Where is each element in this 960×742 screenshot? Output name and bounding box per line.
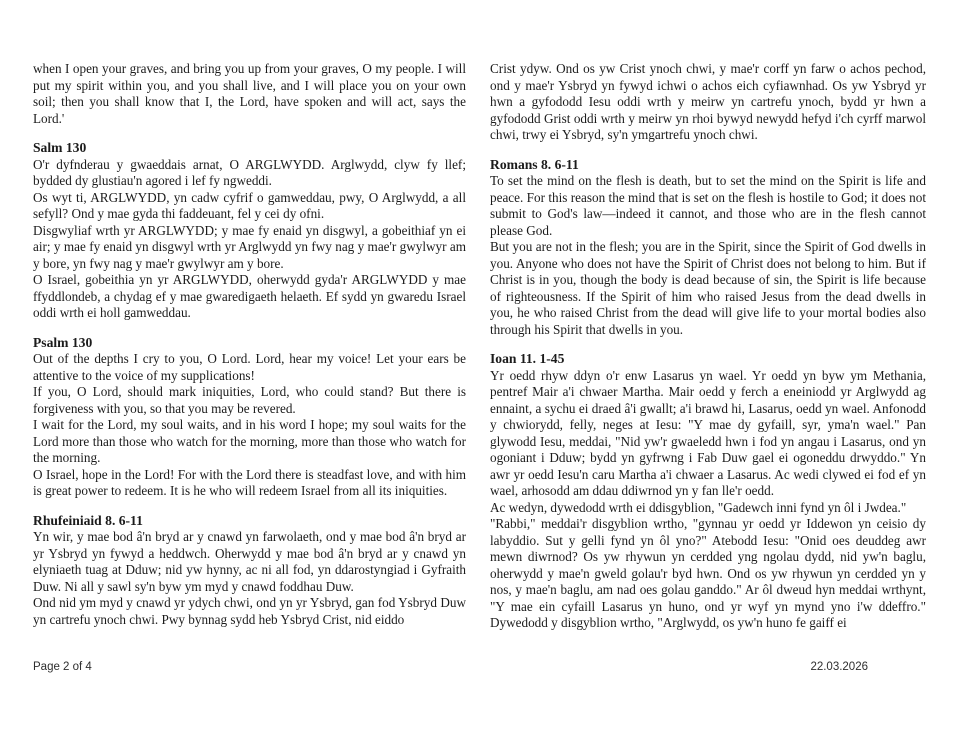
scripture-paragraph: I wait for the Lord, my soul waits, and in his word I hope; my soul waits for the Lord more than those who watch for the morning, more than those who watch for the morning.	[33, 417, 466, 465]
section-heading: Romans 8. 6-11	[490, 156, 579, 172]
page-number-label: Page 2 of 4	[33, 661, 92, 673]
section-ioan-11	[490, 351, 926, 632]
document-body	[33, 61, 926, 632]
scripture-paragraph: Crist ydyw. Ond os yw Crist ynoch chwi, y mae'r corff yn farw o achos pechod, ond y mae'r Ysbryd yn fywyd ichwi o achos eich cyfiawnhad. Os yw Ysbryd yr hwn a gyfododd Iesu oddi wrth y meirw yn cartrefu ynoch, bydd yr hwn a gyfododd Grist oddi wrth y meirw yn rhoi bywyd newydd hefyd i'ch cyrff marwol chwi, trwy ei Ysbryd, sy'n ymgartrefu ynoch chwi.	[490, 61, 926, 142]
scripture-paragraph: Os wyt ti, ARGLWYDD, yn cadw cyfrif o gamweddau, pwy, O Arglwydd, a all sefyll? Ond y mae gyda thi faddeuant, fel y cei dy ofni.	[33, 189, 466, 221]
scripture-paragraph: Ond nid ym myd y cnawd yr ydych chwi, ond yn yr Ysbryd, gan fod Ysbryd Duw yn cartrefu ynoch chwi. Pwy bynnag sydd heb Ysbryd Crist, nid eiddo	[33, 595, 466, 627]
section-heading: Ioan 11. 1-45	[490, 351, 565, 366]
scripture-paragraph: To set the mind on the flesh is death, but to set the mind on the Spirit is life and peace. For this reason the mind that is set on the flesh is hostile to God; it does not submit to God's law—indeed it cannot, and those who are in the flesh cannot please God.	[490, 173, 926, 238]
scripture-paragraph: But you are not in the flesh; you are in the Spirit, since the Spirit of God dwells in you. Anyone who does not have the Spirit of Christ does not belong to him. But if Christ is in you, though the body is dead because of sin, the Spirit is life because of righteousness. If the Spirit of him who raised Jesus from the dead dwells in you, he who raised Christ from the dead will give life to your mortal bodies also through his Spirit that dwells in you.	[490, 239, 926, 337]
continued-section	[33, 61, 466, 127]
scripture-paragraph: Yr oedd rhyw ddyn o'r enw Lasarus yn wael. Yr oedd yn byw ym Methania, pentref Mair a'i chwaer Martha. Mair oedd y ferch a eneiniodd yr Arglwydd ag ennaint, a sychu ei draed â'i gwallt; a'i brawd hi, Lasarus, oedd yn wael. Anfonodd y chwiorydd, felly, neges at Iesu: "Y mae dy gyfaill, syr, yma'n wael." Pan glywodd Iesu, meddai, "Nid yw'r gwaeledd hwn i fod yn angau i Lasarus, ond yn ogoniant i Dduw; bydd yn gyfrwng i Fab Duw gael ei ogoneddu drwyddo." Yn awr yr oedd Iesu'n caru Martha a'i chwaer a Lasarus. Ac wedi clywed ei fod ef yn wael, arhosodd am ddau ddiwrnod yn y fan lle'r oedd.	[490, 367, 926, 498]
scripture-paragraph: If you, O Lord, should mark iniquities, Lord, who could stand? But there is forgiveness with you, so that you may be revered.	[33, 384, 466, 416]
section-rhufeiniaid-8	[33, 513, 466, 629]
scripture-paragraph: when I open your graves, and bring you up from your graves, O my people. I will put my spirit within you, and you shall live, and I will place you on your own soil; then you shall know that I, the Lord, have spoken and will act, says the Lord.'	[33, 61, 466, 126]
section-heading: Salm 130	[33, 140, 87, 155]
scripture-paragraph: Yn wir, y mae bod â'n bryd ar y cnawd yn farwolaeth, ond y mae bod â'n bryd ar yr Ysbryd yn fywyd a heddwch. Oherwydd y mae bod â'n bryd ar y cnawd yn elyniaeth tuag at Dduw; nid yw hynny, ac ni all fod, yn ddarostyngiad i Gyfraith Duw. Ni all y sawl sy'n byw ym myd y cnawd foddhau Duw.	[33, 529, 466, 594]
footer-date: 22.03.2026	[810, 661, 868, 673]
scripture-paragraph: Ac wedyn, dywedodd wrth ei ddisgyblion, "Gadewch inni fynd yn ôl i Jwdea."	[490, 499, 907, 515]
section-psalm-130	[33, 335, 466, 500]
section-romans-8	[490, 157, 926, 339]
scripture-paragraph: O Israel, hope in the Lord! For with the Lord there is steadfast love, and with him is great power to redeem. It is he who will redeem Israel from all its iniquities.	[33, 466, 466, 498]
section-salm-130	[33, 140, 466, 322]
section-heading: Psalm 130	[33, 334, 93, 350]
scripture-paragraph: Out of the depths I cry to you, O Lord. Lord, hear my voice! Let your ears be attentive to the voice of my supplications!	[33, 351, 466, 383]
scripture-paragraph: O Israel, gobeithia yn yr ARGLWYDD, oherwydd gyda'r ARGLWYDD y mae ffyddlondeb, a chydag ef y mae gwaredigaeth helaeth. Ef sydd yn gwaredu Israel oddi wrth ei holl gamweddau.	[33, 272, 466, 320]
section-heading: Rhufeiniaid 8. 6-11	[33, 512, 143, 528]
left-column	[33, 61, 466, 632]
right-column	[490, 61, 926, 632]
scripture-paragraph: O'r dyfnderau y gwaeddais arnat, O ARGLWYDD. Arglwydd, clyw fy llef; bydded dy glustiau'n agored i lef fy ngweddi.	[33, 156, 466, 188]
scripture-paragraph: Disgwyliaf wrth yr ARGLWYDD; y mae fy enaid yn disgwyl, a gobeithiaf yn ei air; y mae fy enaid yn disgwyl wrth yr Arglwydd yn fwy nag y mae'r gwylwyr am y bore, yn fwy nag y mae'r gwylwyr am y bore.	[33, 222, 466, 271]
page-footer	[33, 661, 868, 673]
continued-section	[490, 61, 926, 144]
scripture-paragraph: "Rabbi," meddai'r disgyblion wrtho, "gynnau yr oedd yr Iddewon yn ceisio dy labyddio. Sut y gelli fynd yn ôl yno?" Atebodd Iesu: "Onid oes deuddeg awr mewn diwrnod? Os yw rhywun yn cerdded yng ngolau dydd, nid yw'n baglu, oherwydd y mae'n gweld golau'r byd hwn. Ond os yw rhywun yn cerdded yn y nos, y mae'n baglu, am nad oes golau ganddo." Ar ôl dweud hyn meddai wrthynt, "Y mae ein cyfaill Lasarus yn huno, ond yr wyf yn mynd yno i'w ddeffro." Dywedodd y disgyblion wrtho, "Arglwydd, os yw'n huno fe gaiff ei	[490, 516, 926, 630]
